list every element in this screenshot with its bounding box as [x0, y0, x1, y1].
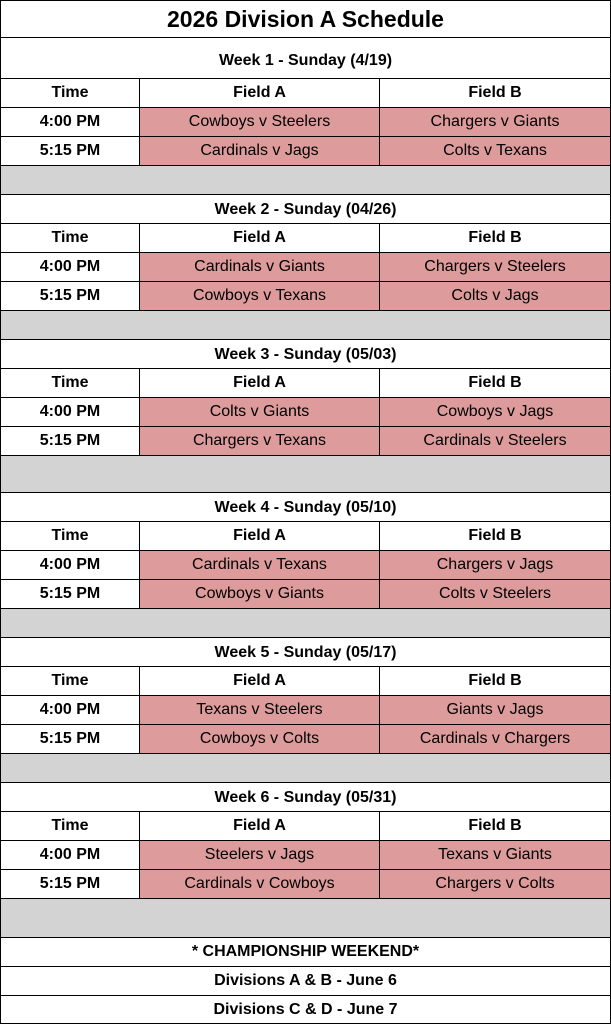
field-b-header: Field B	[468, 229, 522, 246]
column-header-row	[1, 224, 610, 253]
week-separator	[1, 166, 610, 195]
week-separator	[1, 899, 610, 938]
time-header: Time	[1, 369, 140, 397]
time-cell: 5:15 PM	[1, 580, 140, 608]
time-cell: 4:00 PM	[1, 108, 140, 136]
time-cell: 4:00 PM	[1, 551, 140, 579]
field-a-header: Field A	[140, 369, 380, 397]
field-a-game: Cardinals v Jags	[140, 137, 380, 165]
field-b-game: Chargers v Giants	[380, 108, 610, 136]
game-row	[1, 253, 610, 282]
time-cell: 4:00 PM	[1, 253, 140, 281]
time-cell: 4:00 PM	[1, 398, 140, 426]
championship-date-cd: Divisions C & D - June 7	[213, 1000, 398, 1018]
field-b-game: Chargers v Steelers	[380, 253, 610, 281]
game-row	[1, 282, 610, 311]
time-header: Time	[1, 812, 140, 840]
field-a-game: Steelers v Jags	[140, 841, 380, 869]
field-a-header: Field A	[140, 812, 380, 840]
field-a-game: Cardinals v Texans	[140, 551, 380, 579]
time-cell: 5:15 PM	[1, 725, 140, 753]
field-b-header: Field B	[468, 527, 522, 544]
week-separator	[1, 609, 610, 638]
week-header: Week 4 - Sunday (05/10)	[1, 493, 610, 522]
week-header: Week 2 - Sunday (04/26)	[1, 195, 610, 224]
time-cell: 4:00 PM	[1, 841, 140, 869]
field-a-game: Cowboys v Texans	[140, 282, 380, 310]
week-header: Week 5 - Sunday (05/17)	[1, 638, 610, 667]
column-header-row	[1, 522, 610, 551]
time-cell: 5:15 PM	[1, 137, 140, 165]
game-row	[1, 398, 610, 427]
field-b-header: Field B	[468, 374, 522, 391]
field-b-game: Cowboys v Jags	[380, 398, 610, 426]
time-cell: 4:00 PM	[1, 696, 140, 724]
game-row	[1, 841, 610, 870]
game-row	[1, 870, 610, 899]
column-header-row	[1, 812, 610, 841]
field-a-header: Field A	[140, 79, 380, 107]
week-header: Week 1 - Sunday (4/19)	[1, 38, 610, 79]
championship-date-ab: Divisions A & B - June 6	[1, 967, 610, 996]
field-b-game: Cardinals v Chargers	[380, 725, 610, 753]
field-b-game: Chargers v Jags	[380, 551, 610, 579]
week-separator	[1, 456, 610, 493]
column-header-row	[1, 667, 610, 696]
field-a-game: Colts v Giants	[140, 398, 380, 426]
field-b-header: Field B	[468, 84, 522, 101]
game-row	[1, 427, 610, 456]
field-a-game: Cowboys v Giants	[140, 580, 380, 608]
time-cell: 5:15 PM	[1, 282, 140, 310]
field-a-game: Cowboys v Colts	[140, 725, 380, 753]
time-header: Time	[1, 79, 140, 107]
field-a-game: Texans v Steelers	[140, 696, 380, 724]
field-a-game: Cowboys v Steelers	[140, 108, 380, 136]
time-cell: 5:15 PM	[1, 870, 140, 898]
game-row	[1, 108, 610, 137]
field-a-game: Chargers v Texans	[140, 427, 380, 455]
field-b-game: Colts v Steelers	[380, 580, 610, 608]
time-header: Time	[1, 667, 140, 695]
game-row	[1, 580, 610, 609]
column-header-row	[1, 79, 610, 108]
game-row	[1, 725, 610, 754]
field-a-header: Field A	[140, 522, 380, 550]
week-separator	[1, 311, 610, 340]
column-header-row	[1, 369, 610, 398]
field-b-game: Texans v Giants	[380, 841, 610, 869]
field-a-header: Field A	[140, 224, 380, 252]
game-row	[1, 696, 610, 725]
field-b-game: Colts v Jags	[380, 282, 610, 310]
field-b-game: Cardinals v Steelers	[380, 427, 610, 455]
page-title: 2026 Division A Schedule	[1, 1, 610, 38]
field-b-game: Colts v Texans	[380, 137, 610, 165]
field-a-game: Cardinals v Giants	[140, 253, 380, 281]
time-header: Time	[1, 522, 140, 550]
field-b-game: Chargers v Colts	[380, 870, 610, 898]
time-cell: 5:15 PM	[1, 427, 140, 455]
field-b-header: Field B	[468, 817, 522, 834]
week-header: Week 3 - Sunday (05/03)	[1, 340, 610, 369]
week-separator	[1, 754, 610, 783]
field-a-header: Field A	[140, 667, 380, 695]
week-header: Week 6 - Sunday (05/31)	[1, 783, 610, 812]
field-b-header: Field B	[468, 672, 522, 689]
game-row	[1, 137, 610, 166]
championship-heading: * CHAMPIONSHIP WEEKEND*	[1, 938, 610, 967]
time-header: Time	[1, 224, 140, 252]
game-row	[1, 551, 610, 580]
field-b-game: Giants v Jags	[380, 696, 610, 724]
field-a-game: Cardinals v Cowboys	[140, 870, 380, 898]
